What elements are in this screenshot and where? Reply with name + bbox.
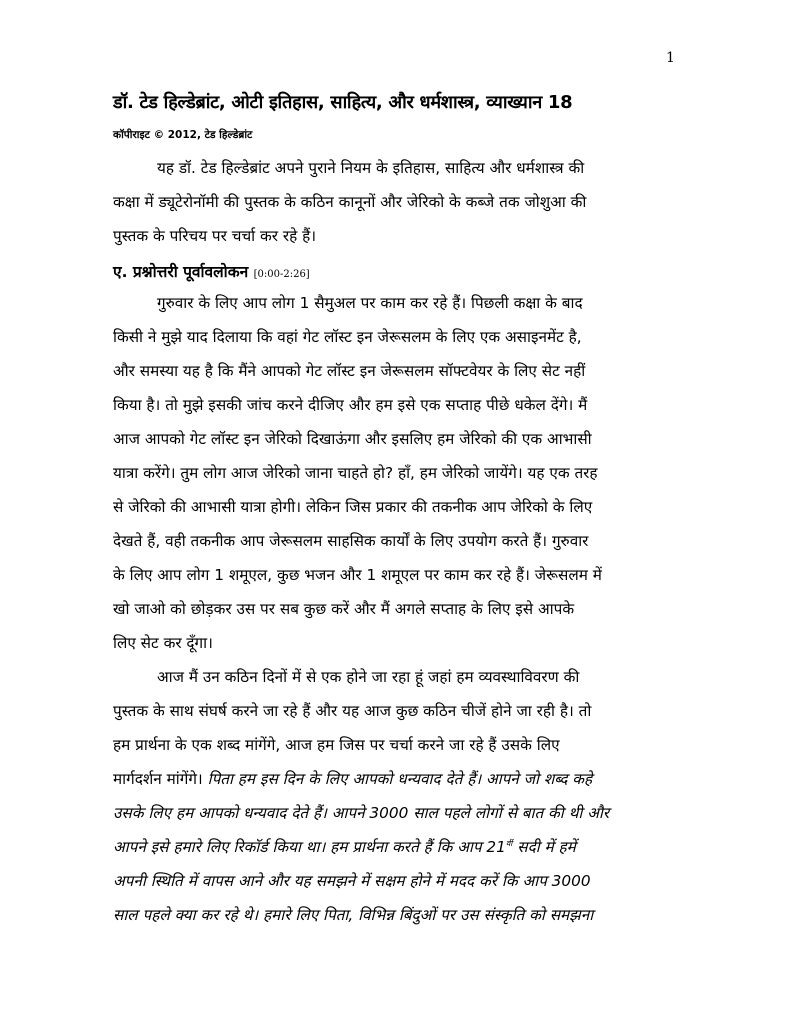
- text-line: किया है। तो मुझे इसकी जांच करने दीजिए और हम इसे एक सप्ताह पीछे धकेल देंगे। मैं: [113, 396, 588, 414]
- text-line: हम प्रार्थना के एक शब्द मांगेंगे, आज हम जिस पर चर्चा करने जा रहे हैं उसके लिए: [113, 736, 560, 754]
- text-line: से जेरिको की आभासी यात्रा होगी। लेकिन जिस प्रकार की तकनीक आप जेरिको के लिए: [113, 498, 593, 516]
- text-line: देखते हैं, वही तकनीक आप जेरूसलम साहसिक कार्यों के लिए उपयोग करते हैं। गुरुवार: [113, 532, 589, 550]
- prayer-text-span: पिता हम इस दिन के लिए आपको धन्यवाद देते हैं। आपने जो शब्द कहे: [207, 770, 593, 788]
- superscript: वीं: [505, 838, 513, 848]
- section-heading-text: ए. प्रश्नोत्तरी पूर्वावलोकन: [113, 263, 249, 281]
- section-heading: [113, 260, 310, 282]
- page-title: डॉ. टेड हिल्डेब्रांट, ओटी इतिहास, साहित्य, और धर्मशास्त्र, व्याख्यान 18: [113, 92, 573, 113]
- copyright-line: कॉपीराइट © 2012, टेड हिल्डेब्रांट: [113, 129, 253, 141]
- text-line: किसी ने मुझे याद दिलाया कि वहां गेट लॉस्ट इन जेरूसलम के लिए एक असाइनमेंट है,: [113, 328, 582, 346]
- text-line: खो जाओ को छोड़कर उस पर सब कुछ करें और मैं अगले सप्ताह के लिए इसे आपके: [113, 600, 575, 618]
- text-line: कक्षा में ड्यूटेरोनॉमी की पुस्तक के कठिन कानूनों और जेरिको के कब्जे तक जोशुआ की: [113, 193, 587, 211]
- prayer-line: [113, 837, 576, 857]
- text-line: गुरुवार के लिए आप लोग 1 सैमुअल पर काम कर रहे हैं। पिछली कक्षा के बाद: [157, 294, 583, 312]
- text-line: [113, 769, 592, 789]
- prayer-line: साल पहले क्या कर रहे थे। हमारे लिए पिता, विभिन्न बिंदुओं पर उस संस्कृति को समझना: [113, 906, 594, 924]
- section-timestamp: [0:00-2:26]: [253, 269, 310, 280]
- page-number: 1: [666, 50, 675, 66]
- text-line: पुस्तक के साथ संघर्ष करने जा रहे हैं और यह आज कुछ कठिन चीजें होने जा रही है। तो: [113, 702, 592, 720]
- text-line: और समस्या यह है कि मैंने आपको गेट लॉस्ट इन जेरूसलम सॉफ्टवेयर के लिए सेट नहीं: [113, 362, 586, 380]
- text-line: लिए सेट कर दूँगा।: [113, 634, 213, 652]
- text-span: मार्गदर्शन मांगेंगे।: [113, 770, 203, 788]
- text-line: पुस्तक के परिचय पर चर्चा कर रहे हैं।: [113, 227, 317, 245]
- prayer-line: उसके लिए हम आपको धन्यवाद देते हैं। आपने 3000 साल पहले लोगों से बात की थी और: [113, 804, 610, 822]
- text-line: यात्रा करेंगे। तुम लोग आज जेरिको जाना चाहते हो? हाँ, हम जेरिको जायेंगे। यह एक तरह: [113, 464, 598, 482]
- text-line: यह डॉ. टेड हिल्डेब्रांट अपने पुराने नियम के इतिहास, साहित्य और धर्मशास्त्र की: [157, 159, 585, 177]
- text-line: आज मैं उन कठिन दिनों में से एक होने जा रहा हूं जहां हम व्यवस्थाविवरण की: [157, 668, 580, 686]
- text-line: आज आपको गेट लॉस्ट इन जेरिको दिखाऊंगा और इसलिए हम जेरिको की एक आभासी: [113, 430, 592, 448]
- text-line: के लिए आप लोग 1 शमूएल, कुछ भजन और 1 शमूएल पर काम कर रहे हैं। जेरूसलम में: [113, 566, 602, 584]
- prayer-text-span: आपने इसे हमारे लिए रिकॉर्ड किया था। हम प्रार्थना करते हैं कि आप 21: [113, 838, 506, 856]
- prayer-line: अपनी स्थिति में वापस आने और यह समझने में सक्षम होने में मदद करें कि आप 3000: [113, 872, 591, 890]
- prayer-text-span: सदी में हमें: [512, 838, 576, 856]
